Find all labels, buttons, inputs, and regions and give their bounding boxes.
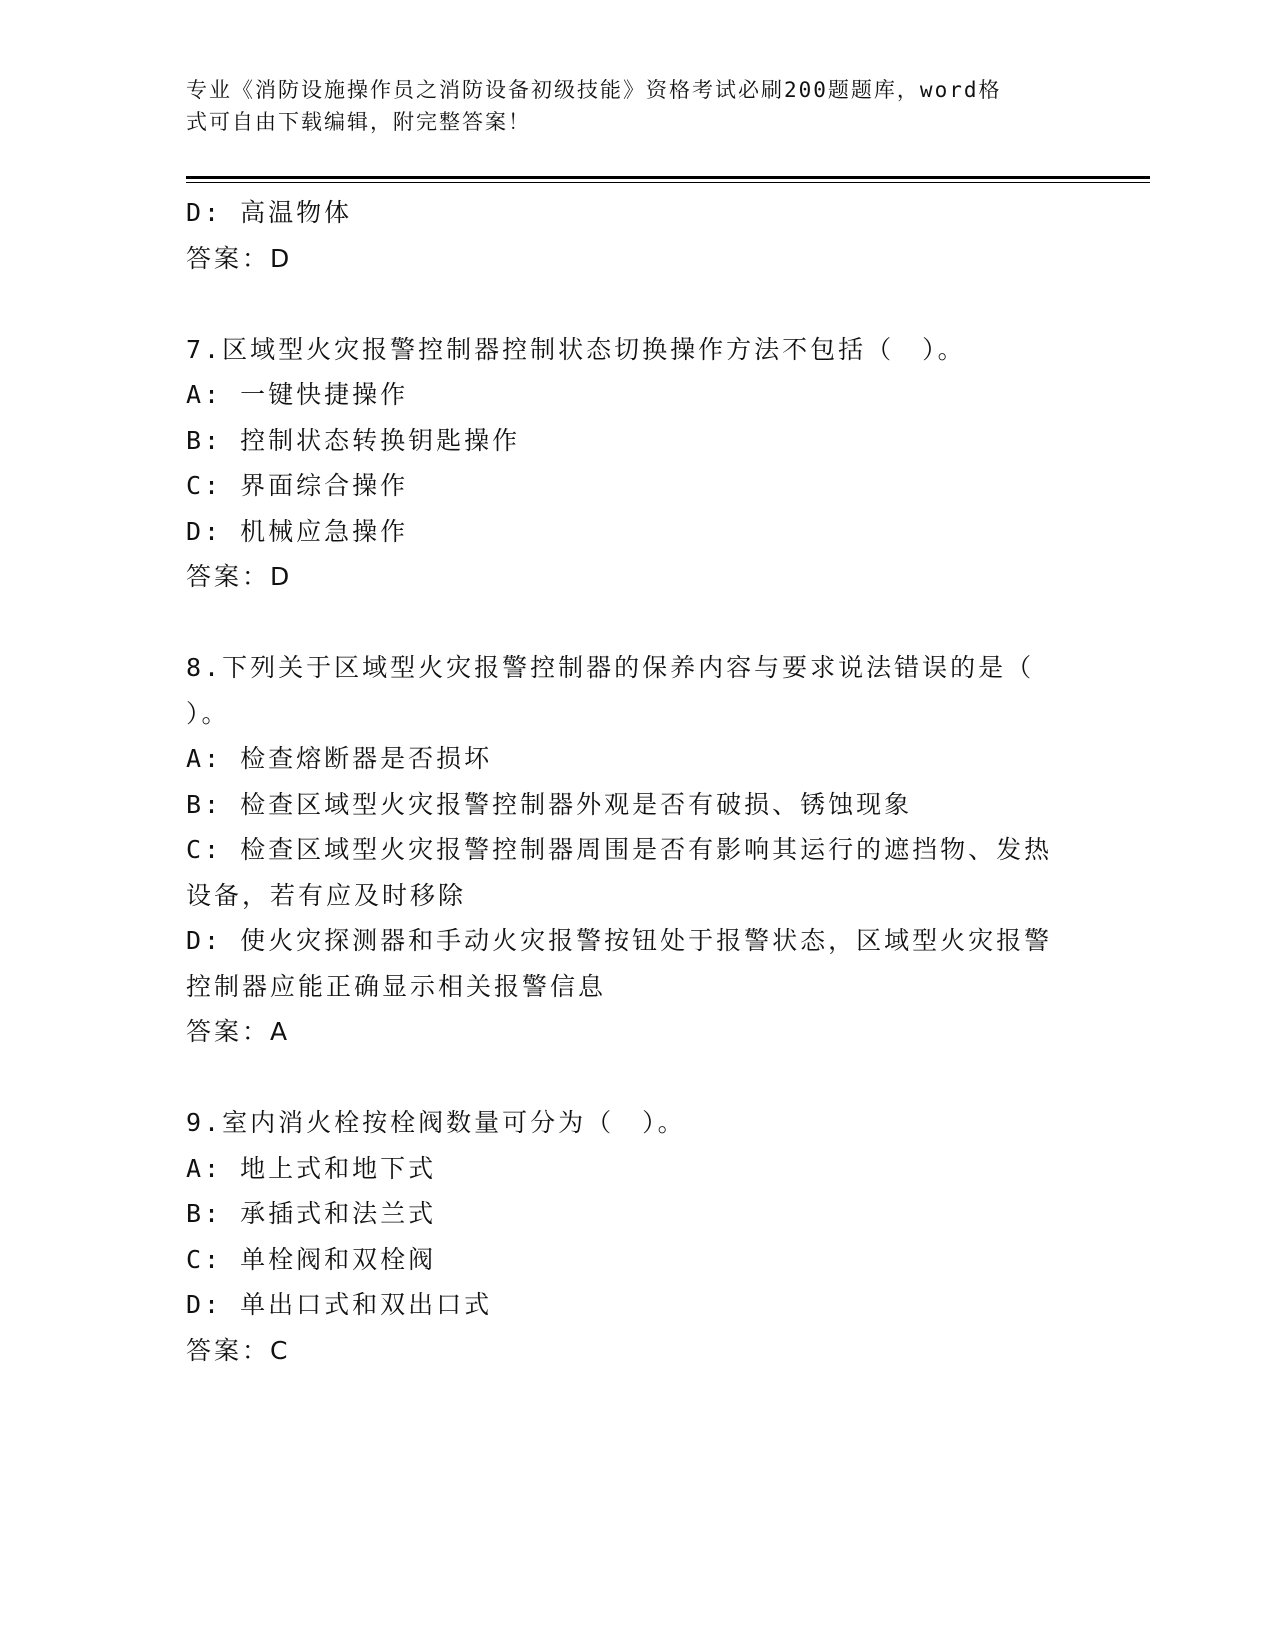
question-7-option-a: A: 一键快捷操作	[186, 380, 409, 409]
header-rule-thin	[186, 182, 1150, 183]
question-7-option-c: C: 界面综合操作	[186, 471, 409, 500]
question-list	[186, 190, 1066, 1373]
question-8-stem-line-2: ）。	[186, 698, 230, 728]
question-7-stem: 7.区域型火灾报警控制器控制状态切换操作方法不包括（ ）。	[186, 334, 966, 364]
header-line-2: 式可自由下载编辑，附完整答案！	[186, 110, 531, 134]
spacer	[186, 281, 1066, 327]
question-7-option-b: B: 控制状态转换钥匙操作	[186, 425, 521, 455]
question-8-option-b: B: 检查区域型火灾报警控制器外观是否有破损、锈蚀现象	[186, 789, 913, 819]
question-9-stem: 9.室内消火栓按栓阀数量可分为（ ）。	[186, 1108, 686, 1137]
question-8-option-c-line-2: 设备，若有应及时移除	[186, 880, 467, 910]
answer: 答案：D	[186, 243, 293, 273]
question-7-option-d: D: 机械应急操作	[186, 516, 409, 546]
question-9-answer: 答案：C	[186, 1335, 291, 1365]
header-line-1: 专业《消防设施操作员之消防设备初级技能》资格考试必刷200题题库，word格	[186, 78, 1002, 102]
option-d: D: 高温物体	[186, 198, 353, 227]
header-rule-thick	[186, 176, 1150, 179]
question-9-option-b: B: 承插式和法兰式	[186, 1199, 437, 1228]
question-8-option-d-line-2: 控制器应能正确显示相关报警信息	[186, 971, 607, 1001]
question-8-option-d-line-1: D: 使火灾探测器和手动火灾报警按钮处于报警状态，区域型火灾报警	[186, 926, 1053, 955]
document-header	[186, 74, 1066, 138]
spacer	[186, 1055, 1066, 1101]
question-7-answer: 答案：D	[186, 562, 293, 591]
question-9-option-c: C: 单栓阀和双栓阀	[186, 1244, 437, 1274]
question-8-option-c-line-1: C: 检查区域型火灾报警控制器周围是否有影响其运行的遮挡物、发热	[186, 835, 1053, 864]
spacer	[186, 600, 1066, 646]
question-8-answer: 答案：A	[186, 1017, 291, 1046]
question-8-stem-line-1: 8.下列关于区域型火灾报警控制器的保养内容与要求说法错误的是（	[186, 653, 1035, 682]
question-9-option-d: D: 单出口式和双出口式	[186, 1290, 493, 1319]
question-9-option-a: A: 地上式和地下式	[186, 1153, 437, 1183]
question-8-option-a: A: 检查熔断器是否损坏	[186, 744, 493, 773]
